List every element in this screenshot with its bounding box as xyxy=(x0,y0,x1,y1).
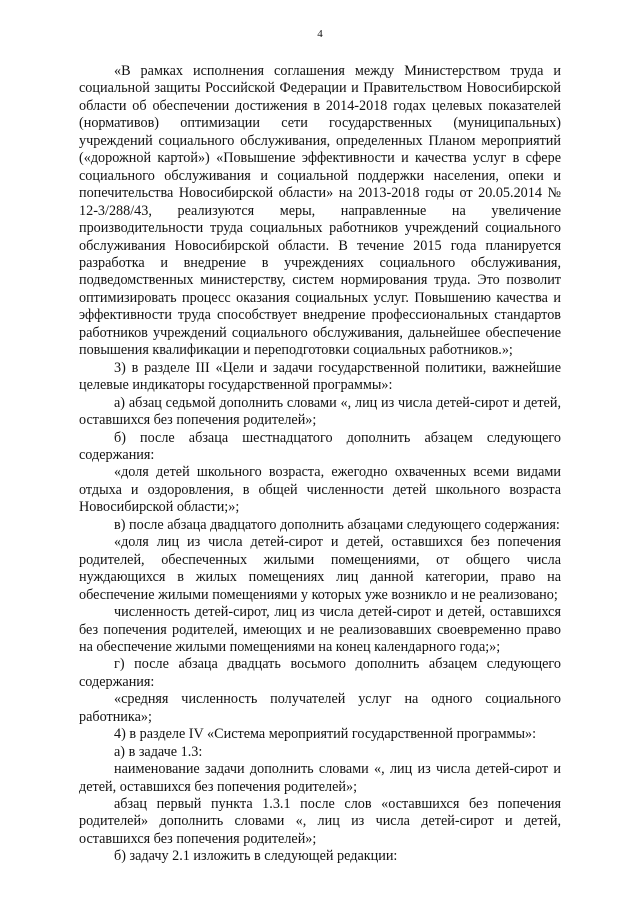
paragraph-item-4a-text-1: наименование задачи дополнить словами «, лиц из числа детей-сирот и детей, оставшихся без попечения родителей»; xyxy=(79,761,561,795)
paragraph-item-4: 4) в разделе IV «Система мероприятий государственной программы»: xyxy=(114,726,537,743)
paragraph-item-4b: б) задачу 2.1 изложить в следующей редакции: xyxy=(114,848,398,865)
paragraph-item-3: 3) в разделе III «Цели и задачи государственной политики, важнейшие целевые индикаторы государственной программы»: xyxy=(79,359,561,394)
paragraph-item-3g-text: «средняя численность получателей услуг на одного социального работника»; xyxy=(79,691,561,725)
paragraph-item-3b-text: «доля детей школьного возраста, ежегодно охваченных всеми видами отдыха и оздоровления, в общей численности детей школьного возраста Новосибирской области;»; xyxy=(79,464,561,516)
paragraph-intro-quote: «В рамках исполнения соглашения между Министерством труда и социальной защиты Российской Федерации и Правительством Новосибирской области об обеспечении достижения в 2014-2018 годах целевых показателей (нормативов) оптимизации сети государственных (муниципальных) учреждений социального обслуживания, определенных Планом мероприятий («дорожной картой») «Повышение эффективности и качества услуг в сфере социального обслуживания и социальной поддержки населения, опеки и попечительства Новосибирской области» на 2013-2018 годы от 20.05.2014 № 12-3/288/43, реализуются меры, направленные на увеличение производительности труда социальных работников учреждений социального обслуживания Новосибирской области. В течение 2015 года планируется разработка и внедрение в учреждениях социального обслуживания, подведомственных министерству, систем нормирования труда. Это позволит оптимизировать процесс оказания социальных услуг. Повышению качества и эффективности труда способствует внедрение профессиональных стандартов работников учреждений социального обслуживания, дальнейшее обеспечение повышения квалификации и переподготовки социальных работников.»; xyxy=(79,63,561,359)
paragraph-item-3g: г) после абзаца двадцать восьмого дополнить абзацем следующего содержания: xyxy=(79,656,561,690)
paragraph-item-3v-text-2: численность детей-сирот, лиц из числа детей-сирот и детей, оставшихся без попечения родителей, имеющих и не реализовавших своевременно право на обеспечение жилыми помещениями на конец календарного года;»; xyxy=(79,604,561,655)
paragraph-item-3v-text-1: «доля лиц из числа детей-сирот и детей, оставшихся без попечения родителей, обеспеченных жилыми помещениями, от общего числа нуждающихся в жилых помещениях лиц данной категории, право на обеспечение жилыми помещениями у которых уже возникло и не реализовано; xyxy=(79,534,561,603)
paragraph-item-3b: б) после абзаца шестнадцатого дополнить абзацем следующего содержания: xyxy=(79,429,561,463)
page-number: 4 xyxy=(317,28,323,40)
paragraph-item-4a-text-2: абзац первый пункта 1.3.1 после слов «оставшихся без попечения родителей» дополнить словами «, лиц из числа детей-сирот и детей, оставшихся без попечения родителей»; xyxy=(79,796,561,847)
paragraph-item-3a: а) абзац седьмой дополнить словами «, лиц из числа детей-сирот и детей, оставшихся без попечения родителей»; xyxy=(79,394,561,429)
paragraph-item-4a: а) в задаче 1.3: xyxy=(114,743,203,760)
paragraph-item-3v: в) после абзаца двадцатого дополнить абзацами следующего содержания: xyxy=(114,516,560,533)
